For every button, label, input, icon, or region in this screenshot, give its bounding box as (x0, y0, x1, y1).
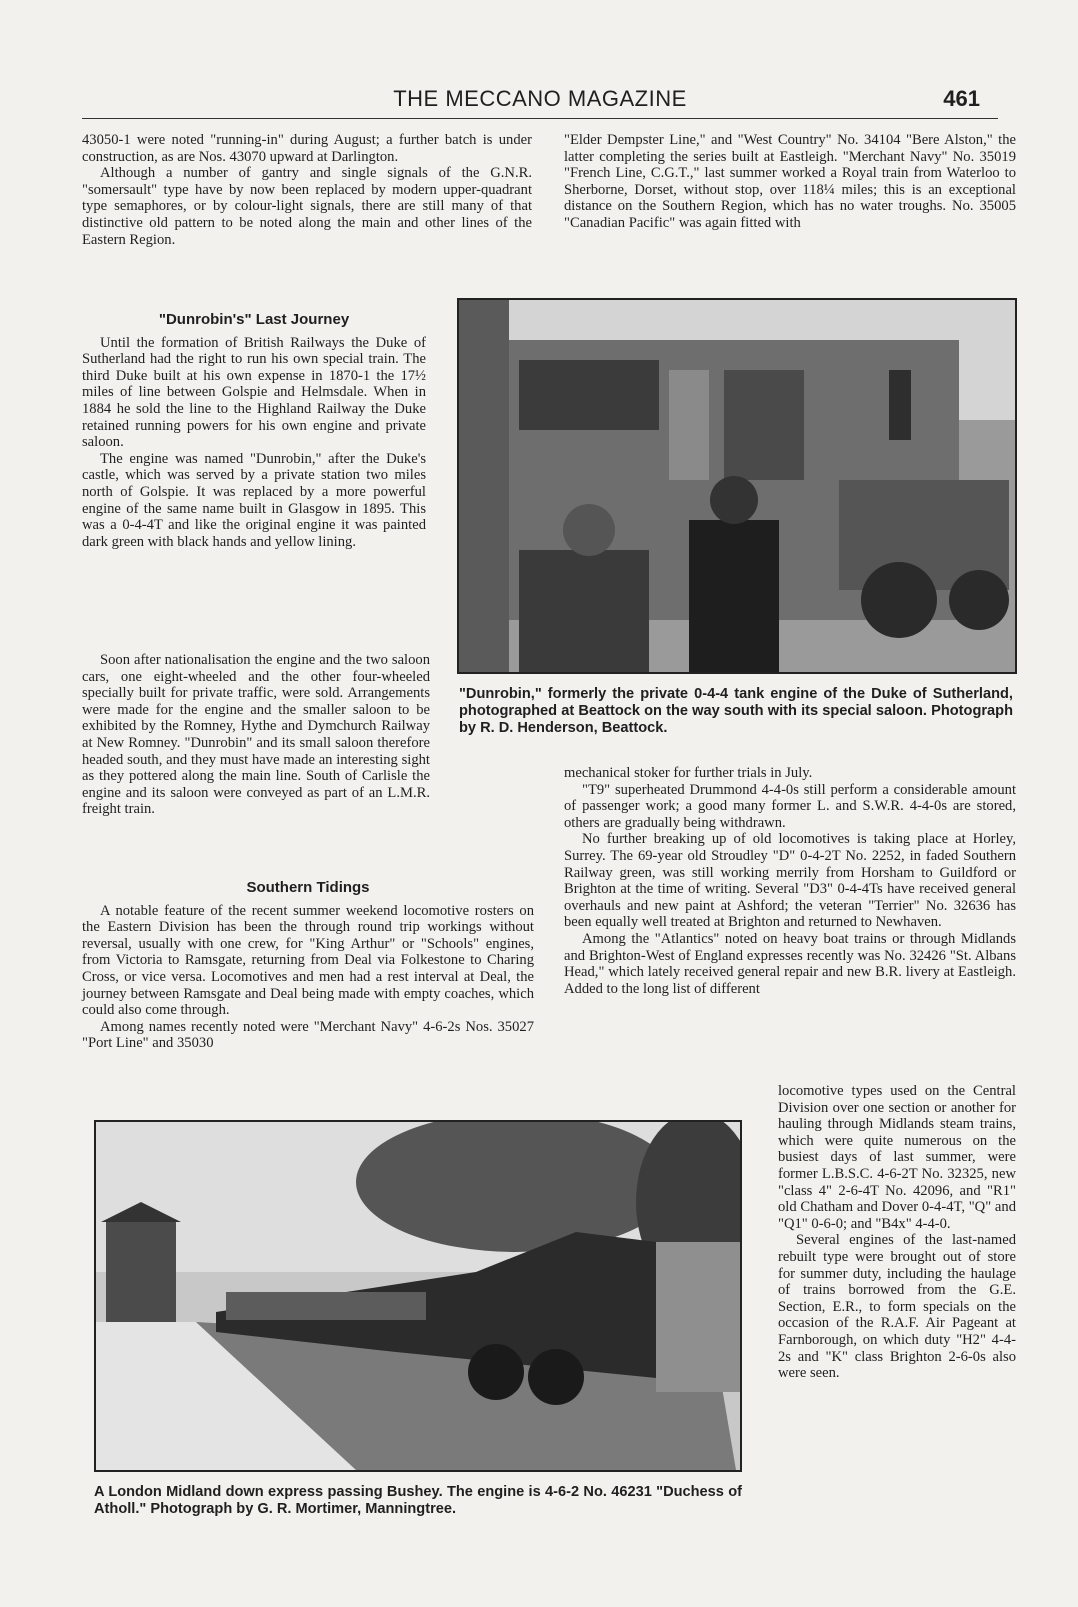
dunrobin-photo-image (459, 300, 1015, 672)
paragraph: No further breaking up of old locomotives is taking place at Horley, Surrey. The 69-year old Stroudley "D" 0-4-2T No. 2252, in faded Southern Railway green, was still working merrily from Horsham to Guildford or Brighton at the time of writing. Several "D3" 0-4-4Ts have received general overhauls and new paint at Ashford; the veteran "Terrier" No. 32636 has been equally well treated at Brighton and returned to Newhaven. (564, 831, 1016, 931)
column-narrow-right (778, 1083, 1016, 1382)
column-top-right (564, 132, 1016, 232)
paragraph: Soon after nationalisation the engine and the two saloon cars, one eight-wheeled and the other four-wheeled specially built for private traffic, were sold. Arrangements were made for the engine and the smaller saloon to be exhibited by the Romney, Hythe and Dymchurch Railway at New Romney. "Dunrobin" and its small saloon therefore headed south, and they must have made an interesting sight as they pottered along the main line. South of Carlisle the engine and its saloon were conveyed as part of an L.M.R. freight train. (82, 652, 430, 818)
express-photo-image (96, 1122, 740, 1470)
paragraph: "Elder Dempster Line," and "West Country" No. 34104 "Bere Alston," the latter completing the series built at Eastleigh. "Merchant Navy" No. 35019 "French Line, C.G.T.," last summer worked a Royal train from Waterloo to Sherborne, Dorset, without stop, over 118¼ miles; this is an exceptional distance on the Southern Region, which has no water troughs. No. 35005 "Canadian Pacific" was again fitted with (564, 132, 1016, 231)
caption-express: A London Midland down express passing Bushey. The engine is 4-6-2 No. 46231 "Duchess of Atholl." Photograph by G. R. Mortimer, Manningtree. (94, 1484, 742, 1517)
paragraph: Several engines of the last-named rebuilt type were brought out of store for summer duty, including the haulage of trains borrowed from the G.E. Section, E.R., to form specials on the occasion of the R.A.F. Air Pageant at Farnborough, on which duty "H2" 4-4-2s and "K" class Brighton 2-6-0s also were seen. (778, 1232, 1016, 1382)
article-section-southern (82, 872, 534, 1052)
paragraph: The engine was named "Dunrobin," after the Duke's castle, which was served by a private station two miles north of Golspie. It was replaced by a more powerful engine of the same name built in Glasgow in 1895. This was a 0-4-4T and like the original engine it was painted dark green with black hands and yellow lining. (82, 450, 426, 550)
paragraph: 43050-1 were noted "running-in" during August; a further batch is under construction, as are Nos. 43070 upward at Darlington. (82, 132, 532, 165)
photo-dunrobin-engine (457, 298, 1017, 674)
caption-dunrobin: "Dunrobin," formerly the private 0-4-4 tank engine of the Duke of Sutherland, photographed at Beattock on the way south with its special saloon. Photograph by R. D. Henderson, Beattock. (459, 686, 1013, 736)
paragraph: Among names recently noted were "Merchant Navy" 4-6-2s Nos. 35027 "Port Line" and 35030 (82, 1018, 534, 1052)
page-header (82, 84, 998, 119)
paragraph: Among the "Atlantics" noted on heavy boat trains or through Midlands and Brighton-West of England expresses recently was No. 32426 "St. Albans Head," which lately received general repair and new B.R. livery at Eastleigh. Added to the long list of different (564, 930, 1016, 997)
column-right-middle (564, 765, 1016, 997)
section-heading: "Dunrobin's" Last Journey (158, 311, 350, 328)
section-heading: Southern Tidings (246, 879, 370, 896)
paragraph: "T9" superheated Drummond 4-4-0s still perform a considerable amount of passenger work; a good many former L. and S.W.R. 4-4-0s are stored, others are gradually being withdrawn. (564, 781, 1016, 831)
paragraph: Although a number of gantry and single signals of the G.N.R. "somersault" type have by now been replaced by modern upper-quadrant type semaphores, or by colour-light signals, there are still many of that distinctive old pattern to be noted along the main and other lines of the Eastern Region. (82, 165, 532, 248)
article-section-dunrobin (82, 304, 426, 550)
page-number: 461 (943, 86, 980, 111)
photo-express-bushey (94, 1120, 742, 1472)
paragraph: Until the formation of British Railways the Duke of Sutherland had the right to run his own special train. The third Duke built at his own expense in 1870-1 the 17½ miles of line between Golspie and Helmsdale. When in 1884 he sold the line to the Highland Railway the Duke retained running powers for his own engine and private saloon. (82, 334, 426, 451)
paragraph: locomotive types used on the Central Division over one section or another for hauling through Midlands steam trains, which were quite numerous on the busiest days of last summer, were former L.B.S.C. 4-6-2T No. 32325, new "class 4" 2-6-4T No. 42096, and "R1" old Chatham and Dover 0-4-4T, "Q" and "Q1" 0-6-0; and "B4x" 4-4-0. (778, 1083, 1016, 1232)
paragraph: A notable feature of the recent summer weekend locomotive rosters on the Eastern Division has been the through round trip workings without reversal, usually with one crew, for "King Arthur" or "Schools" engines, from Victoria to Ramsgate, returning from Deal via Folkestone to Charing Cross, or vice versa. Locomotives and men had a rest interval at Deal, the journey between Ramsgate and Deal being made with empty coaches, which could also come through. (82, 902, 534, 1019)
paragraph: mechanical stoker for further trials in July. (564, 765, 813, 781)
column-top-left (82, 132, 532, 248)
magazine-title: THE MECCANO MAGAZINE (393, 86, 687, 111)
